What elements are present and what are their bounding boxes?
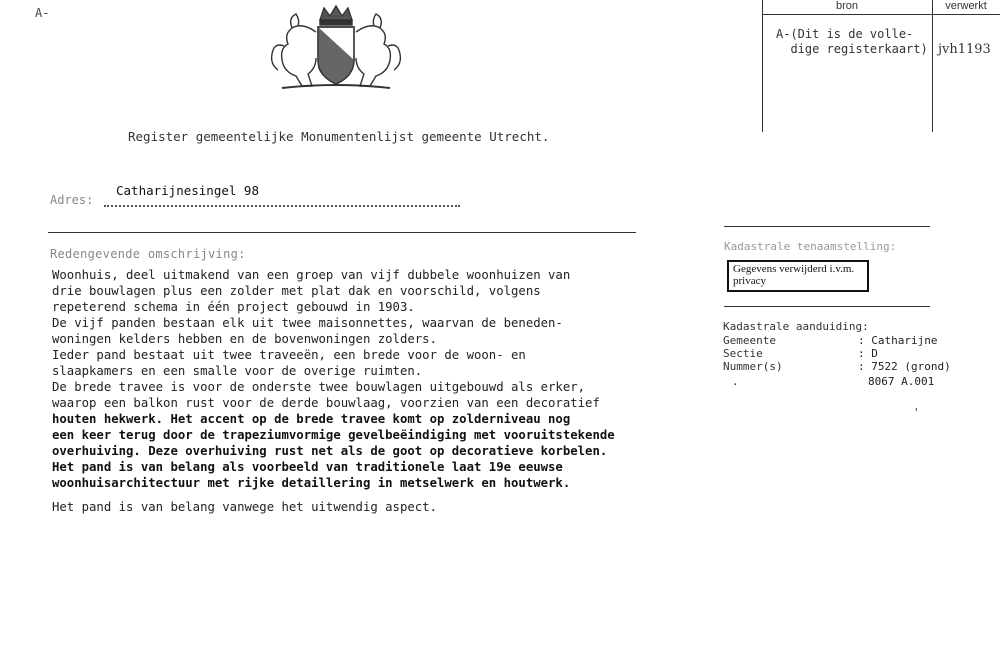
kadastral-row-label: Gemeente <box>723 334 776 347</box>
description-line: drie bouwlagen plus een zolder met plat dak en voorschild, volgens <box>52 284 541 298</box>
source-box-header-line <box>762 14 1000 15</box>
description-line: Ieder pand bestaat uit twee traveeën, een brede voor de woon- en <box>52 348 526 362</box>
kadastral-row-value: : D <box>858 347 878 360</box>
address-label: Adres: <box>50 193 94 207</box>
source-box-divider <box>932 0 933 132</box>
divider-right-bottom <box>724 306 930 307</box>
description-line: De vijf panden bestaan elk uit twee maisonnettes, waarvan de beneden- <box>52 316 563 330</box>
tick-mark: ' <box>913 406 920 419</box>
description-text <box>52 267 672 515</box>
kadastral-row-value: : 7522 (grond) <box>858 360 951 373</box>
page-title: Register gemeentelijke Monumentenlijst gemeente Utrecht. <box>128 129 550 144</box>
description-line-bold: houten hekwerk. Het accent op de brede travee komt op zolderniveau nog <box>52 412 571 426</box>
coat-of-arms-logo <box>262 2 410 94</box>
bron-header: bron <box>835 0 859 12</box>
description-line: Woonhuis, deel uitmakend van een groep van vijf dubbele woonhuizen van <box>52 268 571 282</box>
divider-right-top <box>724 226 930 227</box>
kadastral-row-label: Sectie <box>723 347 763 360</box>
description-closing: Het pand is van belang vanwege het uitwendig aspect. <box>52 500 437 514</box>
description-line: waarop een balkon rust voor de derde bouwlaag, voorzien van een decoratief <box>52 396 600 410</box>
privacy-notice-box: Gegevens verwijderd i.v.m. privacy <box>727 260 869 292</box>
kadastral-row-label: Nummer(s) <box>723 360 783 373</box>
verwerkt-header: verwerkt <box>945 0 987 12</box>
description-line-bold: overhuiving. Deze overhuiving rust net als de goot op decoratieve korbelen. <box>52 444 608 458</box>
verwerkt-text: jvh1193 <box>938 42 991 57</box>
dot-mark: . <box>732 375 739 388</box>
description-line-bold: een keer terug door de trapeziumvormige gevelbeëindiging met vooruitstekende <box>52 428 615 442</box>
kadastral-row-value: : Catharijne <box>858 334 938 347</box>
kadastral-designation-label: Kadastrale aanduiding: <box>723 320 869 333</box>
description-line-bold: Het pand is van belang als voorbeeld van traditionele laat 19e eeuwse <box>52 460 563 474</box>
description-line: De brede travee is voor de onderste twee bouwlagen uitgebouwd als erker, <box>52 380 586 394</box>
description-line: woningen kelders hebben en de bovenwoningen zolders. <box>52 332 437 346</box>
description-line: repeterend schema in één project gebouwd in 1903. <box>52 300 415 314</box>
source-box <box>762 0 1000 132</box>
source-box-left-border <box>762 0 763 132</box>
description-line-bold: woonhuisarchitectuur met rijke detaillering in metselwerk en houtwerk. <box>52 476 571 490</box>
address-dotted-line <box>104 195 460 207</box>
address-value: Catharijnesingel 98 <box>116 183 259 198</box>
corner-mark: A- <box>35 6 50 20</box>
kadastral-extra-value: 8067 A.001 <box>868 375 935 388</box>
bron-text: A-(Dit is de volle- dige registerkaart) <box>776 27 928 56</box>
kadastral-owner-label: Kadastrale tenaamstelling: <box>724 240 897 253</box>
description-line: slaapkamers en een smalle voor de overige ruimten. <box>52 364 423 378</box>
description-label: Redengevende omschrijving: <box>50 247 246 261</box>
divider-main <box>48 232 636 233</box>
